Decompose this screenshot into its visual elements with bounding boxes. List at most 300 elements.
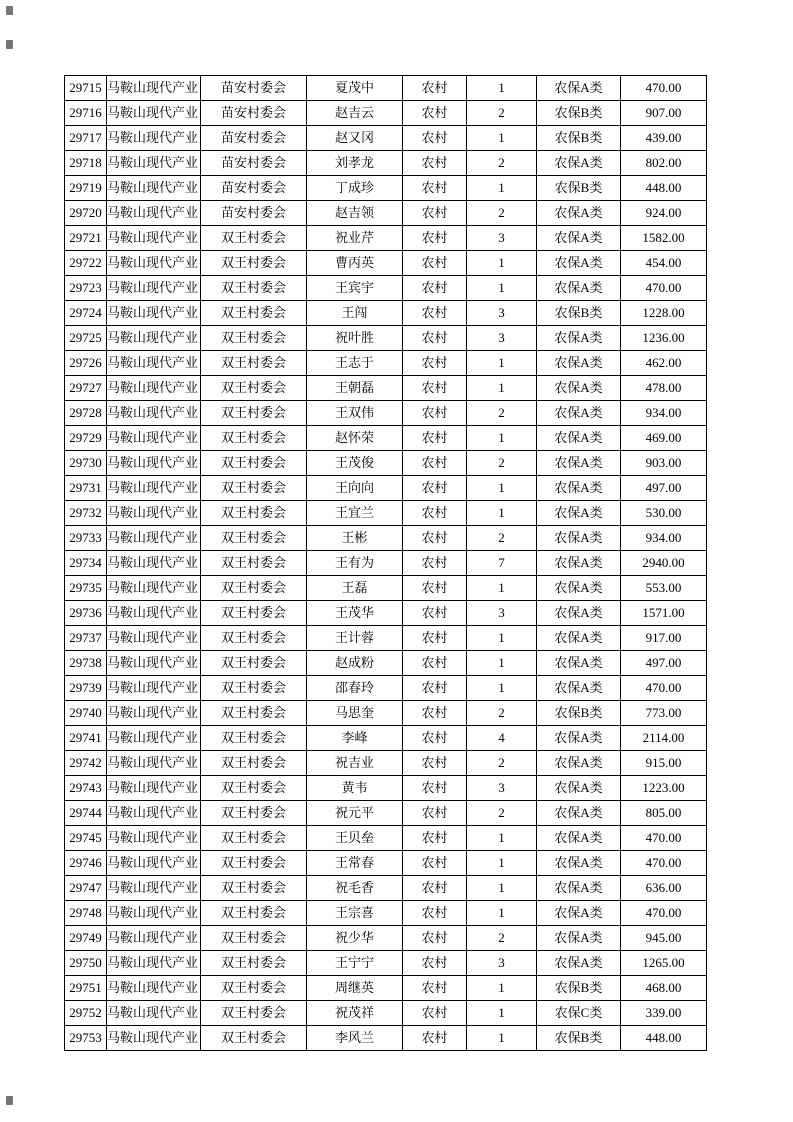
cell-person-name: 夏茂中 — [307, 76, 403, 101]
cell-park-zone: 马鞍山现代产业 — [107, 226, 201, 251]
cell-residence-type: 农村 — [403, 1001, 467, 1026]
table-row — [65, 651, 707, 676]
cell-residence-type: 农村 — [403, 526, 467, 551]
table-row — [65, 776, 707, 801]
cell-park-zone: 马鞍山现代产业 — [107, 426, 201, 451]
table-row — [65, 101, 707, 126]
cell-amount: 454.00 — [621, 251, 707, 276]
cell-park-zone: 马鞍山现代产业 — [107, 151, 201, 176]
cell-amount: 1236.00 — [621, 326, 707, 351]
cell-insurance-category: 农保A类 — [537, 201, 621, 226]
cell-record-id: 29729 — [65, 426, 107, 451]
cell-park-zone: 马鞍山现代产业 — [107, 776, 201, 801]
cell-insurance-category: 农保B类 — [537, 301, 621, 326]
cell-residence-type: 农村 — [403, 726, 467, 751]
cell-residence-type: 农村 — [403, 251, 467, 276]
cell-person-name: 王宁宁 — [307, 951, 403, 976]
cell-insurance-category: 农保B类 — [537, 126, 621, 151]
cell-insurance-category: 农保A类 — [537, 601, 621, 626]
table-row — [65, 926, 707, 951]
cell-residence-type: 农村 — [403, 201, 467, 226]
cell-park-zone: 马鞍山现代产业 — [107, 876, 201, 901]
cell-record-id: 29730 — [65, 451, 107, 476]
cell-amount: 469.00 — [621, 426, 707, 451]
cell-person-count: 2 — [467, 926, 537, 951]
cell-park-zone: 马鞍山现代产业 — [107, 76, 201, 101]
cell-record-id: 29719 — [65, 176, 107, 201]
cell-person-count: 1 — [467, 851, 537, 876]
cell-person-count: 1 — [467, 276, 537, 301]
table-row — [65, 251, 707, 276]
cell-village-committee: 双王村委会 — [201, 276, 307, 301]
cell-amount: 915.00 — [621, 751, 707, 776]
cell-residence-type: 农村 — [403, 851, 467, 876]
cell-amount: 924.00 — [621, 201, 707, 226]
cell-insurance-category: 农保A类 — [537, 901, 621, 926]
cell-person-count: 1 — [467, 826, 537, 851]
cell-person-name: 周继英 — [307, 976, 403, 1001]
cell-amount: 439.00 — [621, 126, 707, 151]
cell-village-committee: 双王村委会 — [201, 651, 307, 676]
cell-person-count: 3 — [467, 776, 537, 801]
cell-residence-type: 农村 — [403, 901, 467, 926]
cell-residence-type: 农村 — [403, 651, 467, 676]
cell-person-name: 王彬 — [307, 526, 403, 551]
cell-person-count: 2 — [467, 801, 537, 826]
cell-record-id: 29735 — [65, 576, 107, 601]
table-row — [65, 551, 707, 576]
cell-person-name: 刘孝龙 — [307, 151, 403, 176]
cell-residence-type: 农村 — [403, 701, 467, 726]
table-row — [65, 851, 707, 876]
cell-residence-type: 农村 — [403, 376, 467, 401]
cell-park-zone: 马鞍山现代产业 — [107, 1026, 201, 1051]
table-row — [65, 501, 707, 526]
cell-person-name: 王茂俊 — [307, 451, 403, 476]
cell-village-committee: 双王村委会 — [201, 1026, 307, 1051]
cell-record-id: 29724 — [65, 301, 107, 326]
table-row — [65, 476, 707, 501]
cell-amount: 470.00 — [621, 851, 707, 876]
cell-person-name: 王计蓉 — [307, 626, 403, 651]
cell-residence-type: 农村 — [403, 126, 467, 151]
cell-village-committee: 双王村委会 — [201, 726, 307, 751]
cell-record-id: 29722 — [65, 251, 107, 276]
cell-insurance-category: 农保B类 — [537, 701, 621, 726]
cell-person-name: 王双伟 — [307, 401, 403, 426]
table-row — [65, 801, 707, 826]
cell-residence-type: 农村 — [403, 101, 467, 126]
cell-village-committee: 双王村委会 — [201, 1001, 307, 1026]
cell-person-name: 赵吉云 — [307, 101, 403, 126]
cell-village-committee: 双王村委会 — [201, 926, 307, 951]
cell-residence-type: 农村 — [403, 1026, 467, 1051]
cell-park-zone: 马鞍山现代产业 — [107, 351, 201, 376]
cell-record-id: 29733 — [65, 526, 107, 551]
cell-person-name: 王茂华 — [307, 601, 403, 626]
table-row — [65, 751, 707, 776]
cell-insurance-category: 农保A类 — [537, 376, 621, 401]
cell-person-name: 丁成珍 — [307, 176, 403, 201]
cell-amount: 462.00 — [621, 351, 707, 376]
cell-record-id: 29737 — [65, 626, 107, 651]
cell-park-zone: 马鞍山现代产业 — [107, 301, 201, 326]
cell-insurance-category: 农保A类 — [537, 626, 621, 651]
cell-amount: 1228.00 — [621, 301, 707, 326]
cell-village-committee: 双王村委会 — [201, 976, 307, 1001]
cell-village-committee: 双王村委会 — [201, 501, 307, 526]
cell-amount: 903.00 — [621, 451, 707, 476]
cell-village-committee: 双王村委会 — [201, 326, 307, 351]
cell-village-committee: 双王村委会 — [201, 426, 307, 451]
cell-amount: 805.00 — [621, 801, 707, 826]
cell-insurance-category: 农保A类 — [537, 776, 621, 801]
cell-residence-type: 农村 — [403, 976, 467, 1001]
cell-insurance-category: 农保A类 — [537, 526, 621, 551]
table-row — [65, 726, 707, 751]
cell-record-id: 29728 — [65, 401, 107, 426]
cell-village-committee: 双王村委会 — [201, 401, 307, 426]
cell-residence-type: 农村 — [403, 301, 467, 326]
cell-insurance-category: 农保A类 — [537, 826, 621, 851]
cell-insurance-category: 农保A类 — [537, 751, 621, 776]
cell-person-count: 1 — [467, 576, 537, 601]
cell-person-name: 曹丙英 — [307, 251, 403, 276]
cell-residence-type: 农村 — [403, 576, 467, 601]
cell-park-zone: 马鞍山现代产业 — [107, 676, 201, 701]
cell-person-count: 1 — [467, 676, 537, 701]
cell-village-committee: 双王村委会 — [201, 451, 307, 476]
cell-record-id: 29750 — [65, 951, 107, 976]
cell-residence-type: 农村 — [403, 401, 467, 426]
cell-village-committee: 双王村委会 — [201, 751, 307, 776]
cell-park-zone: 马鞍山现代产业 — [107, 826, 201, 851]
cell-person-name: 王贝垒 — [307, 826, 403, 851]
cell-person-count: 3 — [467, 601, 537, 626]
cell-village-committee: 双王村委会 — [201, 351, 307, 376]
cell-residence-type: 农村 — [403, 276, 467, 301]
cell-record-id: 29751 — [65, 976, 107, 1001]
cell-village-committee: 双王村委会 — [201, 626, 307, 651]
table-row — [65, 451, 707, 476]
scan-artifact — [6, 6, 13, 15]
cell-record-id: 29744 — [65, 801, 107, 826]
cell-park-zone: 马鞍山现代产业 — [107, 101, 201, 126]
cell-insurance-category: 农保A类 — [537, 501, 621, 526]
cell-record-id: 29718 — [65, 151, 107, 176]
cell-person-name: 黄韦 — [307, 776, 403, 801]
table-row — [65, 676, 707, 701]
cell-residence-type: 农村 — [403, 776, 467, 801]
table-row — [65, 1026, 707, 1051]
cell-residence-type: 农村 — [403, 601, 467, 626]
cell-village-committee: 双王村委会 — [201, 226, 307, 251]
cell-amount: 470.00 — [621, 676, 707, 701]
cell-insurance-category: 农保A类 — [537, 926, 621, 951]
cell-record-id: 29716 — [65, 101, 107, 126]
cell-residence-type: 农村 — [403, 801, 467, 826]
cell-park-zone: 马鞍山现代产业 — [107, 726, 201, 751]
table-row — [65, 1001, 707, 1026]
cell-park-zone: 马鞍山现代产业 — [107, 501, 201, 526]
cell-insurance-category: 农保B类 — [537, 976, 621, 1001]
cell-park-zone: 马鞍山现代产业 — [107, 251, 201, 276]
cell-person-name: 王闯 — [307, 301, 403, 326]
table-row — [65, 151, 707, 176]
cell-person-count: 1 — [467, 1026, 537, 1051]
cell-person-count: 1 — [467, 976, 537, 1001]
cell-village-committee: 双王村委会 — [201, 826, 307, 851]
cell-village-committee: 双王村委会 — [201, 251, 307, 276]
table-body — [65, 76, 707, 1051]
cell-residence-type: 农村 — [403, 326, 467, 351]
cell-person-name: 李风兰 — [307, 1026, 403, 1051]
table-row — [65, 276, 707, 301]
cell-park-zone: 马鞍山现代产业 — [107, 976, 201, 1001]
cell-village-committee: 双王村委会 — [201, 576, 307, 601]
cell-record-id: 29725 — [65, 326, 107, 351]
cell-record-id: 29734 — [65, 551, 107, 576]
cell-person-count: 1 — [467, 426, 537, 451]
table-row — [65, 226, 707, 251]
cell-residence-type: 农村 — [403, 626, 467, 651]
cell-amount: 917.00 — [621, 626, 707, 651]
cell-village-committee: 苗安村委会 — [201, 151, 307, 176]
cell-amount: 448.00 — [621, 1026, 707, 1051]
cell-park-zone: 马鞍山现代产业 — [107, 201, 201, 226]
cell-amount: 2114.00 — [621, 726, 707, 751]
cell-record-id: 29752 — [65, 1001, 107, 1026]
cell-record-id: 29745 — [65, 826, 107, 851]
cell-village-committee: 苗安村委会 — [201, 76, 307, 101]
cell-residence-type: 农村 — [403, 826, 467, 851]
cell-insurance-category: 农保A类 — [537, 401, 621, 426]
cell-person-count: 1 — [467, 176, 537, 201]
cell-village-committee: 苗安村委会 — [201, 176, 307, 201]
cell-park-zone: 马鞍山现代产业 — [107, 401, 201, 426]
cell-person-name: 王朝磊 — [307, 376, 403, 401]
cell-residence-type: 农村 — [403, 76, 467, 101]
cell-person-count: 2 — [467, 751, 537, 776]
cell-person-name: 王宾宇 — [307, 276, 403, 301]
cell-person-name: 马思奎 — [307, 701, 403, 726]
cell-park-zone: 马鞍山现代产业 — [107, 751, 201, 776]
cell-park-zone: 马鞍山现代产业 — [107, 476, 201, 501]
cell-person-name: 王宜兰 — [307, 501, 403, 526]
cell-person-count: 1 — [467, 376, 537, 401]
cell-person-name: 赵吉领 — [307, 201, 403, 226]
cell-amount: 470.00 — [621, 76, 707, 101]
cell-amount: 470.00 — [621, 276, 707, 301]
table-row — [65, 426, 707, 451]
cell-insurance-category: 农保A类 — [537, 876, 621, 901]
cell-insurance-category: 农保A类 — [537, 576, 621, 601]
cell-record-id: 29717 — [65, 126, 107, 151]
cell-village-committee: 双王村委会 — [201, 676, 307, 701]
cell-village-committee: 双王村委会 — [201, 951, 307, 976]
cell-amount: 934.00 — [621, 401, 707, 426]
cell-record-id: 29739 — [65, 676, 107, 701]
cell-village-committee: 双王村委会 — [201, 551, 307, 576]
table-row — [65, 301, 707, 326]
cell-person-name: 邵春玲 — [307, 676, 403, 701]
table-row — [65, 351, 707, 376]
cell-amount: 934.00 — [621, 526, 707, 551]
cell-record-id: 29736 — [65, 601, 107, 626]
cell-insurance-category: 农保A类 — [537, 251, 621, 276]
cell-person-name: 李峰 — [307, 726, 403, 751]
cell-park-zone: 马鞍山现代产业 — [107, 276, 201, 301]
cell-insurance-category: 农保A类 — [537, 276, 621, 301]
cell-park-zone: 马鞍山现代产业 — [107, 626, 201, 651]
cell-village-committee: 双王村委会 — [201, 851, 307, 876]
cell-person-name: 祝业芹 — [307, 226, 403, 251]
cell-park-zone: 马鞍山现代产业 — [107, 951, 201, 976]
cell-record-id: 29741 — [65, 726, 107, 751]
table-row — [65, 401, 707, 426]
cell-residence-type: 农村 — [403, 751, 467, 776]
cell-village-committee: 双王村委会 — [201, 901, 307, 926]
cell-insurance-category: 农保A类 — [537, 226, 621, 251]
table-row — [65, 126, 707, 151]
cell-village-committee: 苗安村委会 — [201, 101, 307, 126]
cell-park-zone: 马鞍山现代产业 — [107, 576, 201, 601]
cell-amount: 470.00 — [621, 826, 707, 851]
cell-person-count: 1 — [467, 901, 537, 926]
cell-park-zone: 马鞍山现代产业 — [107, 126, 201, 151]
cell-village-committee: 双王村委会 — [201, 701, 307, 726]
cell-person-name: 祝元平 — [307, 801, 403, 826]
cell-record-id: 29721 — [65, 226, 107, 251]
cell-person-count: 3 — [467, 326, 537, 351]
cell-village-committee: 双王村委会 — [201, 601, 307, 626]
cell-person-name: 赵怀荣 — [307, 426, 403, 451]
cell-record-id: 29753 — [65, 1026, 107, 1051]
cell-person-count: 1 — [467, 351, 537, 376]
cell-person-name: 赵又冈 — [307, 126, 403, 151]
table-row — [65, 626, 707, 651]
cell-park-zone: 马鞍山现代产业 — [107, 901, 201, 926]
cell-residence-type: 农村 — [403, 501, 467, 526]
cell-amount: 773.00 — [621, 701, 707, 726]
cell-residence-type: 农村 — [403, 151, 467, 176]
cell-residence-type: 农村 — [403, 876, 467, 901]
cell-insurance-category: 农保A类 — [537, 851, 621, 876]
table-row — [65, 376, 707, 401]
cell-insurance-category: 农保A类 — [537, 426, 621, 451]
cell-insurance-category: 农保A类 — [537, 651, 621, 676]
cell-person-count: 3 — [467, 226, 537, 251]
cell-park-zone: 马鞍山现代产业 — [107, 551, 201, 576]
table-row — [65, 951, 707, 976]
cell-insurance-category: 农保A类 — [537, 726, 621, 751]
cell-person-count: 2 — [467, 151, 537, 176]
cell-amount: 468.00 — [621, 976, 707, 1001]
cell-record-id: 29723 — [65, 276, 107, 301]
cell-record-id: 29715 — [65, 76, 107, 101]
cell-village-committee: 双王村委会 — [201, 801, 307, 826]
cell-amount: 1571.00 — [621, 601, 707, 626]
cell-person-count: 3 — [467, 951, 537, 976]
cell-person-name: 王常春 — [307, 851, 403, 876]
cell-amount: 1265.00 — [621, 951, 707, 976]
cell-village-committee: 苗安村委会 — [201, 201, 307, 226]
cell-amount: 339.00 — [621, 1001, 707, 1026]
cell-person-name: 王向向 — [307, 476, 403, 501]
cell-person-count: 1 — [467, 876, 537, 901]
cell-amount: 478.00 — [621, 376, 707, 401]
table-row — [65, 326, 707, 351]
cell-park-zone: 马鞍山现代产业 — [107, 851, 201, 876]
cell-amount: 1223.00 — [621, 776, 707, 801]
cell-amount: 1582.00 — [621, 226, 707, 251]
cell-village-committee: 双王村委会 — [201, 301, 307, 326]
cell-amount: 530.00 — [621, 501, 707, 526]
cell-record-id: 29749 — [65, 926, 107, 951]
cell-person-count: 1 — [467, 76, 537, 101]
cell-person-count: 2 — [467, 201, 537, 226]
scan-artifact — [6, 40, 13, 49]
cell-amount: 907.00 — [621, 101, 707, 126]
table-row — [65, 976, 707, 1001]
cell-village-committee: 双王村委会 — [201, 476, 307, 501]
cell-record-id: 29720 — [65, 201, 107, 226]
cell-residence-type: 农村 — [403, 551, 467, 576]
cell-amount: 448.00 — [621, 176, 707, 201]
cell-person-name: 王有为 — [307, 551, 403, 576]
cell-amount: 470.00 — [621, 901, 707, 926]
cell-insurance-category: 农保A类 — [537, 676, 621, 701]
cell-person-name: 祝少华 — [307, 926, 403, 951]
cell-residence-type: 农村 — [403, 951, 467, 976]
cell-insurance-category: 农保A类 — [537, 151, 621, 176]
cell-record-id: 29746 — [65, 851, 107, 876]
cell-record-id: 29742 — [65, 751, 107, 776]
cell-person-count: 2 — [467, 526, 537, 551]
table-row — [65, 76, 707, 101]
cell-park-zone: 马鞍山现代产业 — [107, 601, 201, 626]
cell-amount: 2940.00 — [621, 551, 707, 576]
cell-park-zone: 马鞍山现代产业 — [107, 701, 201, 726]
cell-record-id: 29743 — [65, 776, 107, 801]
table-row — [65, 901, 707, 926]
cell-person-count: 7 — [467, 551, 537, 576]
cell-person-count: 2 — [467, 451, 537, 476]
cell-person-count: 1 — [467, 251, 537, 276]
cell-record-id: 29740 — [65, 701, 107, 726]
cell-record-id: 29748 — [65, 901, 107, 926]
cell-residence-type: 农村 — [403, 676, 467, 701]
cell-village-committee: 双王村委会 — [201, 876, 307, 901]
cell-village-committee: 双王村委会 — [201, 376, 307, 401]
cell-insurance-category: 农保B类 — [537, 101, 621, 126]
cell-residence-type: 农村 — [403, 226, 467, 251]
cell-record-id: 29747 — [65, 876, 107, 901]
cell-person-name: 王志于 — [307, 351, 403, 376]
cell-person-count: 1 — [467, 476, 537, 501]
cell-insurance-category: 农保A类 — [537, 76, 621, 101]
table-row — [65, 601, 707, 626]
cell-person-name: 王宗喜 — [307, 901, 403, 926]
cell-village-committee: 双王村委会 — [201, 526, 307, 551]
cell-insurance-category: 农保C类 — [537, 1001, 621, 1026]
cell-residence-type: 农村 — [403, 351, 467, 376]
cell-record-id: 29727 — [65, 376, 107, 401]
cell-insurance-category: 农保A类 — [537, 476, 621, 501]
cell-amount: 636.00 — [621, 876, 707, 901]
cell-record-id: 29738 — [65, 651, 107, 676]
cell-residence-type: 农村 — [403, 426, 467, 451]
